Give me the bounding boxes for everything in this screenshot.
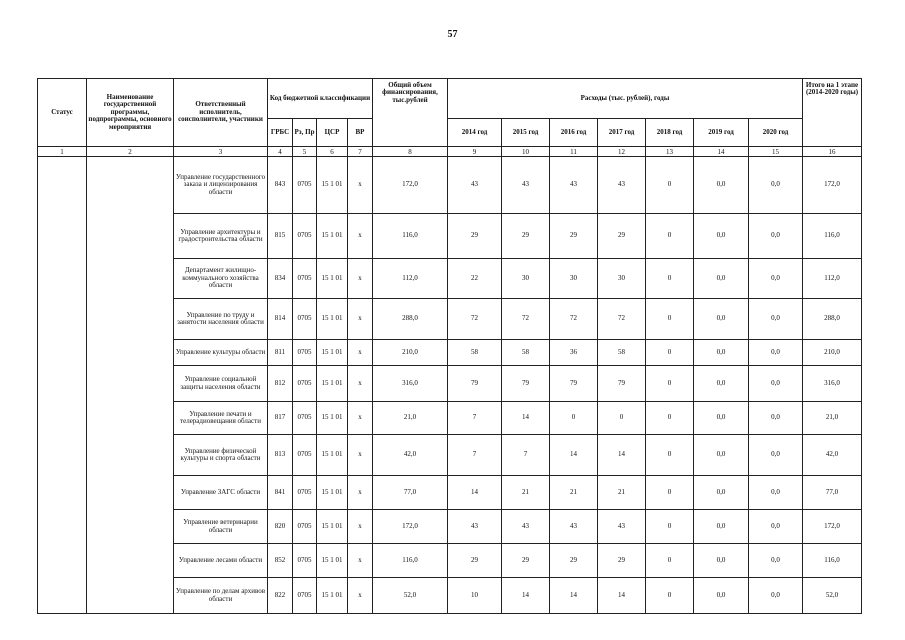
column-number-cell: 13 [646, 147, 694, 157]
header-vr: ВР [348, 119, 373, 147]
csr-cell: 15 1 01 [317, 544, 348, 578]
year-2019-cell: 0,0 [694, 544, 749, 578]
grbs-cell: 814 [268, 299, 293, 340]
total-cell: 316,0 [373, 366, 448, 402]
rzpr-cell: 0705 [293, 476, 317, 510]
year-2020-cell: 0,0 [749, 578, 803, 614]
program-name-cell [87, 157, 174, 614]
vr-cell: х [348, 340, 373, 366]
year-2019-cell: 0,0 [694, 299, 749, 340]
grbs-cell: 852 [268, 544, 293, 578]
stage-total-cell: 21,0 [803, 402, 862, 435]
total-cell: 77,0 [373, 476, 448, 510]
grbs-cell: 812 [268, 366, 293, 402]
year-2018-cell: 0 [646, 214, 694, 259]
csr-cell: 15 1 01 [317, 259, 348, 299]
header-status: Статус [38, 79, 87, 147]
total-cell: 116,0 [373, 214, 448, 259]
csr-cell: 15 1 01 [317, 435, 348, 476]
executor-cell: Управление государственного заказа и лицензирования области [174, 157, 268, 214]
year-2017-cell: 58 [598, 340, 646, 366]
column-number-cell: 11 [550, 147, 598, 157]
vr-cell: х [348, 476, 373, 510]
year-2014-cell: 7 [448, 435, 502, 476]
year-2020-cell: 0,0 [749, 366, 803, 402]
header-year-2015: 2015 год [502, 119, 550, 147]
year-2018-cell: 0 [646, 340, 694, 366]
grbs-cell: 822 [268, 578, 293, 614]
total-cell: 21,0 [373, 402, 448, 435]
rzpr-cell: 0705 [293, 157, 317, 214]
year-2015-cell: 72 [502, 299, 550, 340]
stage-total-cell: 172,0 [803, 510, 862, 544]
executor-cell: Управление по делам архивов области [174, 578, 268, 614]
stage-total-cell: 288,0 [803, 299, 862, 340]
vr-cell: х [348, 214, 373, 259]
rzpr-cell: 0705 [293, 435, 317, 476]
year-2016-cell: 14 [550, 435, 598, 476]
stage-total-cell: 210,0 [803, 340, 862, 366]
grbs-cell: 834 [268, 259, 293, 299]
year-2019-cell: 0,0 [694, 476, 749, 510]
header-executor: Ответственный исполнитель, соисполнители, участники [174, 79, 268, 147]
vr-cell: х [348, 578, 373, 614]
year-2020-cell: 0,0 [749, 402, 803, 435]
total-cell: 116,0 [373, 544, 448, 578]
year-2017-cell: 30 [598, 259, 646, 299]
header-program-name: Наименование государственной программы, подпрограммы, основного мероприятия [87, 79, 174, 147]
year-2017-cell: 43 [598, 157, 646, 214]
year-2016-cell: 30 [550, 259, 598, 299]
column-number-cell: 9 [448, 147, 502, 157]
stage-total-cell: 116,0 [803, 214, 862, 259]
column-number-cell: 6 [317, 147, 348, 157]
header-total-funding: Общий объем финансирования, тыс.рублей [373, 79, 448, 147]
total-cell: 288,0 [373, 299, 448, 340]
rzpr-cell: 0705 [293, 544, 317, 578]
year-2016-cell: 36 [550, 340, 598, 366]
year-2019-cell: 0,0 [694, 402, 749, 435]
grbs-cell: 841 [268, 476, 293, 510]
grbs-cell: 811 [268, 340, 293, 366]
executor-cell: Управление ЗАГС области [174, 476, 268, 510]
header-year-2018: 2018 год [646, 119, 694, 147]
header-year-2017: 2017 год [598, 119, 646, 147]
year-2015-cell: 58 [502, 340, 550, 366]
vr-cell: х [348, 510, 373, 544]
stage-total-cell: 42,0 [803, 435, 862, 476]
column-number-cell: 2 [87, 147, 174, 157]
csr-cell: 15 1 01 [317, 299, 348, 340]
column-number-cell: 14 [694, 147, 749, 157]
column-number-cell: 7 [348, 147, 373, 157]
year-2014-cell: 79 [448, 366, 502, 402]
csr-cell: 15 1 01 [317, 402, 348, 435]
budget-table [37, 78, 862, 614]
csr-cell: 15 1 01 [317, 510, 348, 544]
year-2016-cell: 43 [550, 157, 598, 214]
year-2014-cell: 7 [448, 402, 502, 435]
header-expenses: Расходы (тыс. рублей), годы [448, 79, 803, 119]
year-2014-cell: 72 [448, 299, 502, 340]
header-grbs: ГРБС [268, 119, 293, 147]
year-2017-cell: 29 [598, 214, 646, 259]
year-2015-cell: 30 [502, 259, 550, 299]
year-2015-cell: 14 [502, 578, 550, 614]
year-2019-cell: 0,0 [694, 259, 749, 299]
stage-total-cell: 172,0 [803, 157, 862, 214]
year-2018-cell: 0 [646, 366, 694, 402]
year-2015-cell: 43 [502, 157, 550, 214]
year-2017-cell: 14 [598, 435, 646, 476]
year-2018-cell: 0 [646, 435, 694, 476]
year-2018-cell: 0 [646, 476, 694, 510]
header-csr: ЦСР [317, 119, 348, 147]
year-2014-cell: 29 [448, 214, 502, 259]
year-2014-cell: 10 [448, 578, 502, 614]
stage-total-cell: 316,0 [803, 366, 862, 402]
csr-cell: 15 1 01 [317, 366, 348, 402]
executor-cell: Управление архитектуры и градостроительства области [174, 214, 268, 259]
year-2020-cell: 0,0 [749, 299, 803, 340]
rzpr-cell: 0705 [293, 259, 317, 299]
year-2019-cell: 0,0 [694, 366, 749, 402]
total-cell: 210,0 [373, 340, 448, 366]
page-number: 57 [447, 29, 458, 40]
year-2017-cell: 14 [598, 578, 646, 614]
grbs-cell: 817 [268, 402, 293, 435]
year-2014-cell: 58 [448, 340, 502, 366]
executor-cell: Управление социальной защиты населения области [174, 366, 268, 402]
rzpr-cell: 0705 [293, 366, 317, 402]
year-2014-cell: 14 [448, 476, 502, 510]
vr-cell: х [348, 544, 373, 578]
executor-cell: Управление лесами области [174, 544, 268, 578]
stage-total-cell: 52,0 [803, 578, 862, 614]
rzpr-cell: 0705 [293, 578, 317, 614]
year-2019-cell: 0,0 [694, 435, 749, 476]
header-budget-code: Код бюджетной классификации [268, 79, 373, 119]
header-rzpr: Рз, Пр [293, 119, 317, 147]
year-2017-cell: 72 [598, 299, 646, 340]
rzpr-cell: 0705 [293, 402, 317, 435]
year-2014-cell: 29 [448, 544, 502, 578]
year-2019-cell: 0,0 [694, 340, 749, 366]
column-number-row [38, 147, 862, 157]
grbs-cell: 820 [268, 510, 293, 544]
year-2016-cell: 21 [550, 476, 598, 510]
year-2020-cell: 0,0 [749, 476, 803, 510]
executor-cell: Управление по труду и занятости населения области [174, 299, 268, 340]
year-2020-cell: 0,0 [749, 510, 803, 544]
year-2020-cell: 0,0 [749, 157, 803, 214]
year-2018-cell: 0 [646, 544, 694, 578]
year-2014-cell: 43 [448, 510, 502, 544]
executor-cell: Управление ветеринарии области [174, 510, 268, 544]
header-year-2020: 2020 год [749, 119, 803, 147]
vr-cell: х [348, 435, 373, 476]
year-2017-cell: 79 [598, 366, 646, 402]
rzpr-cell: 0705 [293, 510, 317, 544]
csr-cell: 15 1 01 [317, 476, 348, 510]
year-2018-cell: 0 [646, 402, 694, 435]
total-cell: 172,0 [373, 510, 448, 544]
year-2019-cell: 0,0 [694, 510, 749, 544]
total-cell: 112,0 [373, 259, 448, 299]
year-2015-cell: 7 [502, 435, 550, 476]
rzpr-cell: 0705 [293, 214, 317, 259]
stage-total-cell: 112,0 [803, 259, 862, 299]
year-2015-cell: 79 [502, 366, 550, 402]
year-2019-cell: 0,0 [694, 157, 749, 214]
column-number-cell: 8 [373, 147, 448, 157]
year-2018-cell: 0 [646, 157, 694, 214]
year-2017-cell: 0 [598, 402, 646, 435]
header-year-2016: 2016 год [550, 119, 598, 147]
executor-cell: Управление культуры области [174, 340, 268, 366]
header-year-2014: 2014 год [448, 119, 502, 147]
header-year-2019: 2019 год [694, 119, 749, 147]
year-2016-cell: 0 [550, 402, 598, 435]
grbs-cell: 813 [268, 435, 293, 476]
year-2015-cell: 43 [502, 510, 550, 544]
year-2018-cell: 0 [646, 299, 694, 340]
year-2015-cell: 21 [502, 476, 550, 510]
column-number-cell: 5 [293, 147, 317, 157]
year-2016-cell: 14 [550, 578, 598, 614]
stage-total-cell: 77,0 [803, 476, 862, 510]
column-number-cell: 1 [38, 147, 87, 157]
executor-cell: Департамент жилищно-коммунального хозяйства области [174, 259, 268, 299]
year-2017-cell: 43 [598, 510, 646, 544]
total-cell: 42,0 [373, 435, 448, 476]
year-2020-cell: 0,0 [749, 340, 803, 366]
total-cell: 172,0 [373, 157, 448, 214]
header-stage-total: Итого на 1 этапе (2014-2020 годы) [803, 79, 862, 147]
table-body [38, 157, 862, 614]
grbs-cell: 815 [268, 214, 293, 259]
year-2015-cell: 29 [502, 544, 550, 578]
year-2016-cell: 29 [550, 214, 598, 259]
year-2015-cell: 14 [502, 402, 550, 435]
column-number-cell: 16 [803, 147, 862, 157]
column-number-cell: 15 [749, 147, 803, 157]
vr-cell: х [348, 157, 373, 214]
executor-cell: Управление печати и телерадиовещания области [174, 402, 268, 435]
year-2018-cell: 0 [646, 578, 694, 614]
table-row [38, 157, 862, 214]
vr-cell: х [348, 299, 373, 340]
year-2015-cell: 29 [502, 214, 550, 259]
vr-cell: х [348, 402, 373, 435]
year-2016-cell: 43 [550, 510, 598, 544]
year-2017-cell: 21 [598, 476, 646, 510]
year-2020-cell: 0,0 [749, 259, 803, 299]
year-2020-cell: 0,0 [749, 435, 803, 476]
stage-total-cell: 116,0 [803, 544, 862, 578]
year-2016-cell: 29 [550, 544, 598, 578]
rzpr-cell: 0705 [293, 340, 317, 366]
column-number-cell: 10 [502, 147, 550, 157]
rzpr-cell: 0705 [293, 299, 317, 340]
year-2019-cell: 0,0 [694, 214, 749, 259]
year-2016-cell: 72 [550, 299, 598, 340]
year-2019-cell: 0,0 [694, 578, 749, 614]
csr-cell: 15 1 01 [317, 157, 348, 214]
vr-cell: х [348, 259, 373, 299]
csr-cell: 15 1 01 [317, 340, 348, 366]
year-2020-cell: 0,0 [749, 544, 803, 578]
year-2020-cell: 0,0 [749, 214, 803, 259]
csr-cell: 15 1 01 [317, 578, 348, 614]
column-number-cell: 4 [268, 147, 293, 157]
column-number-cell: 3 [174, 147, 268, 157]
executor-cell: Управление физической культуры и спорта области [174, 435, 268, 476]
year-2018-cell: 0 [646, 510, 694, 544]
csr-cell: 15 1 01 [317, 214, 348, 259]
grbs-cell: 843 [268, 157, 293, 214]
total-cell: 52,0 [373, 578, 448, 614]
status-cell [38, 157, 87, 614]
year-2016-cell: 79 [550, 366, 598, 402]
year-2018-cell: 0 [646, 259, 694, 299]
vr-cell: х [348, 366, 373, 402]
year-2014-cell: 43 [448, 157, 502, 214]
column-number-cell: 12 [598, 147, 646, 157]
year-2014-cell: 22 [448, 259, 502, 299]
year-2017-cell: 29 [598, 544, 646, 578]
